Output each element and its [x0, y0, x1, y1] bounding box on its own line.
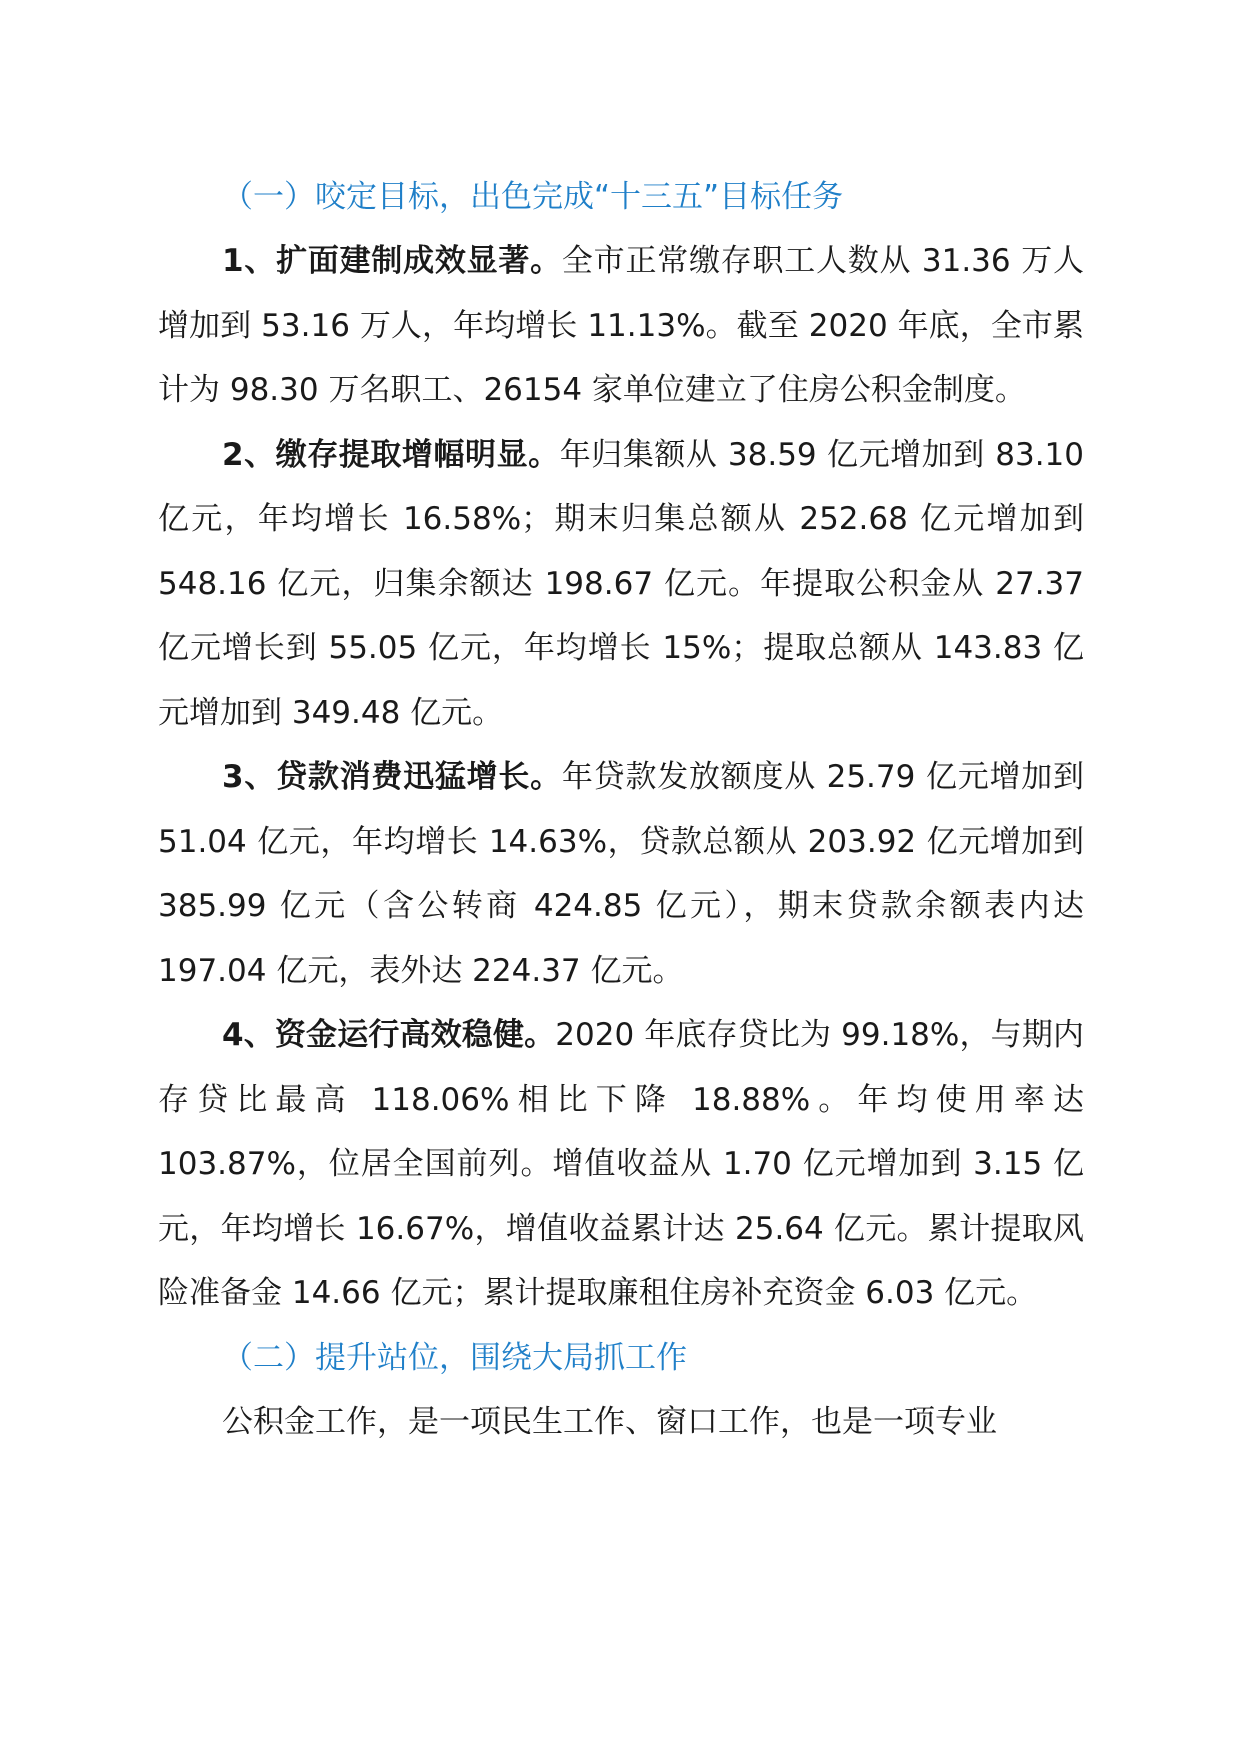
- paragraph-4: [158, 1003, 1084, 1326]
- paragraph-5: 公积金工作，是一项民生工作、窗口工作，也是一项专业: [222, 1403, 997, 1440]
- section-heading-2: （二）提升站位，围绕大局抓工作: [222, 1339, 687, 1376]
- paragraph-2: [158, 423, 1084, 746]
- paragraph-lead: 2、缴存提取增幅明显。: [222, 436, 560, 473]
- paragraph-lead: 3、贷款消费迅猛增长。: [222, 759, 562, 795]
- paragraph-3: [158, 745, 1084, 1003]
- paragraph-lead: 4、资金运行高效稳健。: [222, 1017, 556, 1053]
- paragraph-lead: 1、扩面建制成效显著。: [222, 243, 562, 279]
- paragraph-text: 年贷款发放额度从 25.79 亿元增加到 51.04 亿元，年均增长 14.63%，贷款总额从 203.92 亿元增加到 385.99 亿元（含公转商 424.85 亿元），期末贷款余额表内达 197.04 亿元，表外达 224.37 亿元。: [158, 759, 1084, 989]
- document-body: [158, 165, 1084, 1454]
- paragraph-text: 全市正常缴存职工人数从 31.36 万人增加到 53.16 万人，年均增长 11.13%。截至 2020 年底，全市累计为 98.30 万名职工、26154 家单位建立了住房公积金制度。: [158, 243, 1084, 408]
- paragraph-text: 年归集额从 38.59 亿元增加到 83.10 亿元，年均增长 16.58%；期末归集总额从 252.68 亿元增加到 548.16 亿元，归集余额达 198.67 亿元。年提取公积金从 27.37 亿元增长到 55.05 亿元，年均增长 15%；提取总额从 143.83 亿元增加到 349.48 亿元。: [158, 436, 1084, 731]
- paragraph-text: 2020 年底存贷比为 99.18%，与期内存贷比最高 118.06%相比下降 18.88%。年均使用率达 103.87%，位居全国前列。增值收益从 1.70 亿元增加到 3.15 亿元，年均增长 16.67%，增值收益累计达 25.64 亿元。累计提取风险准备金 14.66 亿元；累计提取廉租住房补充资金 6.03 亿元。: [158, 1017, 1084, 1311]
- paragraph-1: [158, 229, 1084, 423]
- section-heading-1: （一）咬定目标，出色完成“十三五”目标任务: [222, 179, 844, 215]
